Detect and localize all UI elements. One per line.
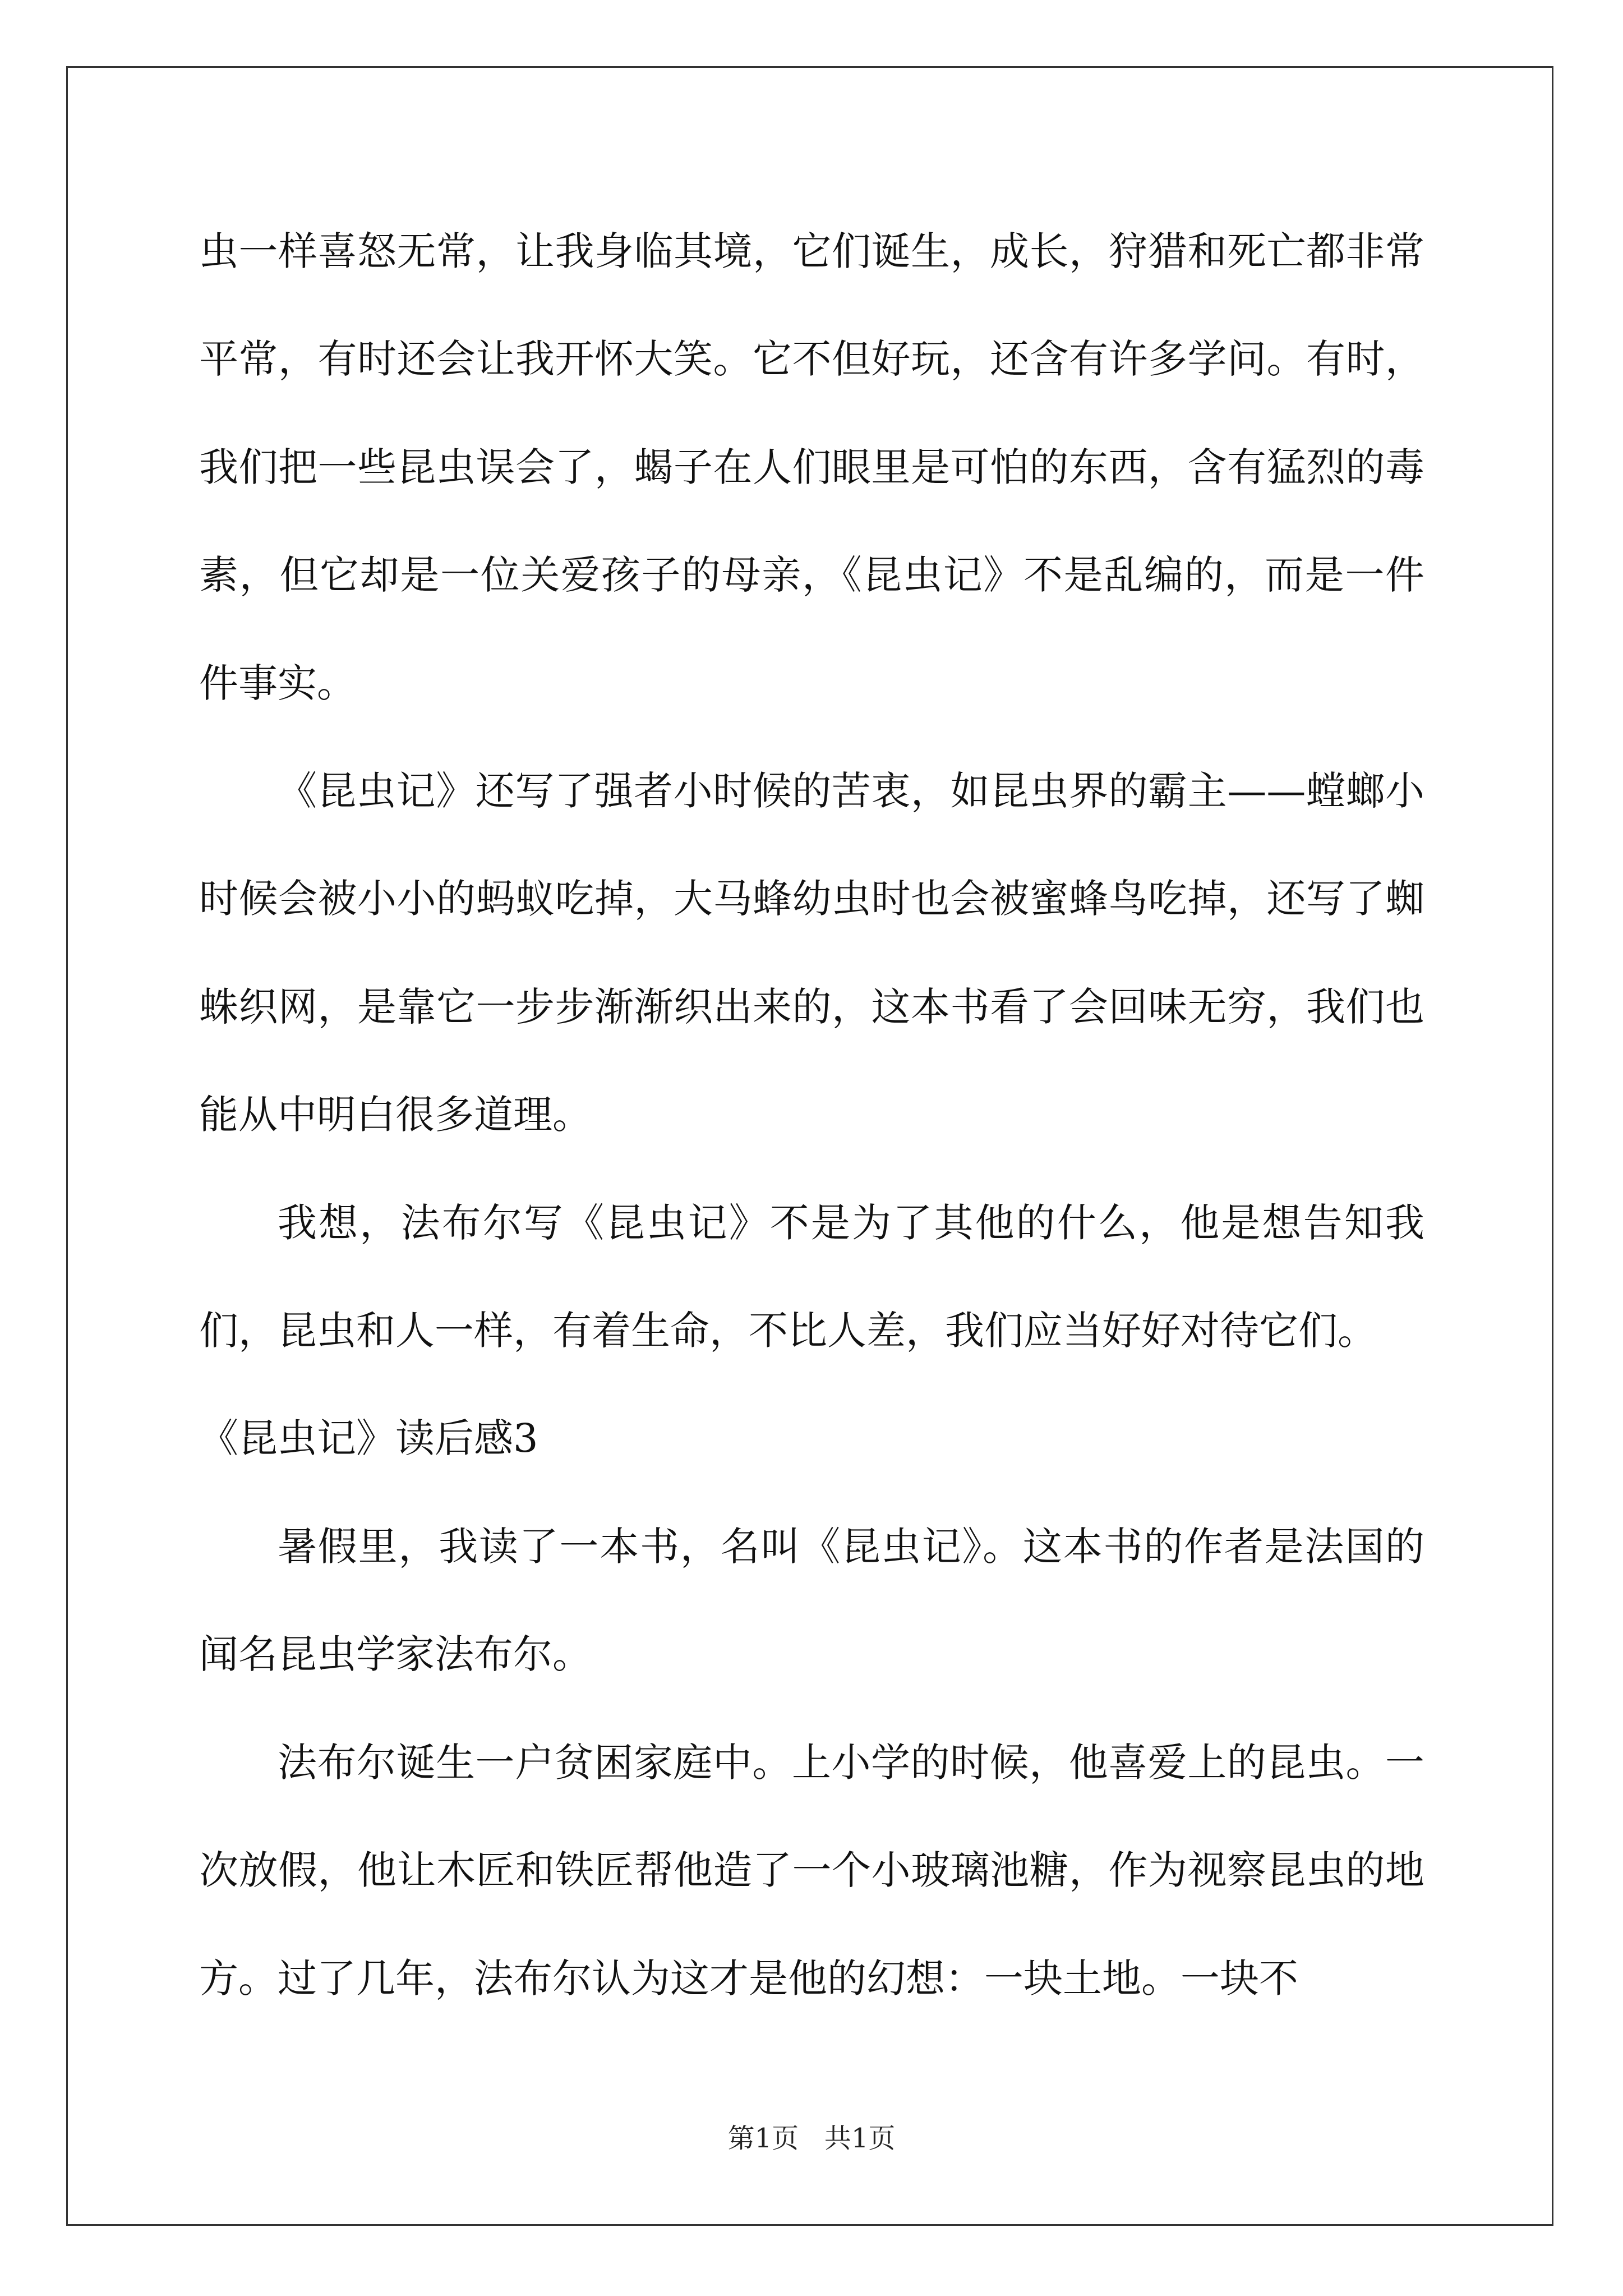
- page-footer: 第1页 共1页: [727, 2123, 896, 2154]
- paragraph-5: 法布尔诞生一户贫困家庭中。上小学的时候，他喜爱上的昆虫。一次放假，他让木匠和铁匠帮他造了一个小玻璃池糖，作为视察昆虫的地方。过了几年，法布尔认为这才是他的幻想：一块土地。一块不: [199, 1739, 1424, 2001]
- document-body: [199, 197, 1424, 2032]
- section-heading: 《昆虫记》读后感3: [199, 1415, 538, 1462]
- paragraph-4: 暑假里，我读了一本书，名叫《昆虫记》。这本书的作者是法国的闻名昆虫学家法布尔。: [199, 1523, 1424, 1678]
- paragraph-3: 我想，法布尔写《昆虫记》不是为了其他的什么，他是想告知我们，昆虫和人一样，有着生命，不比人差，我们应当好好对待它们。: [199, 1199, 1424, 1354]
- paragraph-2: 《昆虫记》还写了强者小时候的苦衷，如昆虫界的霸主——螳螂小时候会被小小的蚂蚁吃掉，大马蜂幼虫时也会被蜜蜂鸟吃掉，还写了蜘蛛织网，是靠它一步步渐渐织出来的，这本书看了会回味无穷，我们也能从中明白很多道理。: [199, 768, 1424, 1138]
- paragraph-1: 虫一样喜怒无常，让我身临其境，它们诞生，成长，狩猎和死亡都非常平常，有时还会让我开怀大笑。它不但好玩，还含有许多学问。有时，我们把一些昆虫误会了，蝎子在人们眼里是可怕的东西，含有猛烈的毒素，但它却是一位关爱孩子的母亲，《昆虫记》不是乱编的，而是一件件事实。: [199, 228, 1424, 706]
